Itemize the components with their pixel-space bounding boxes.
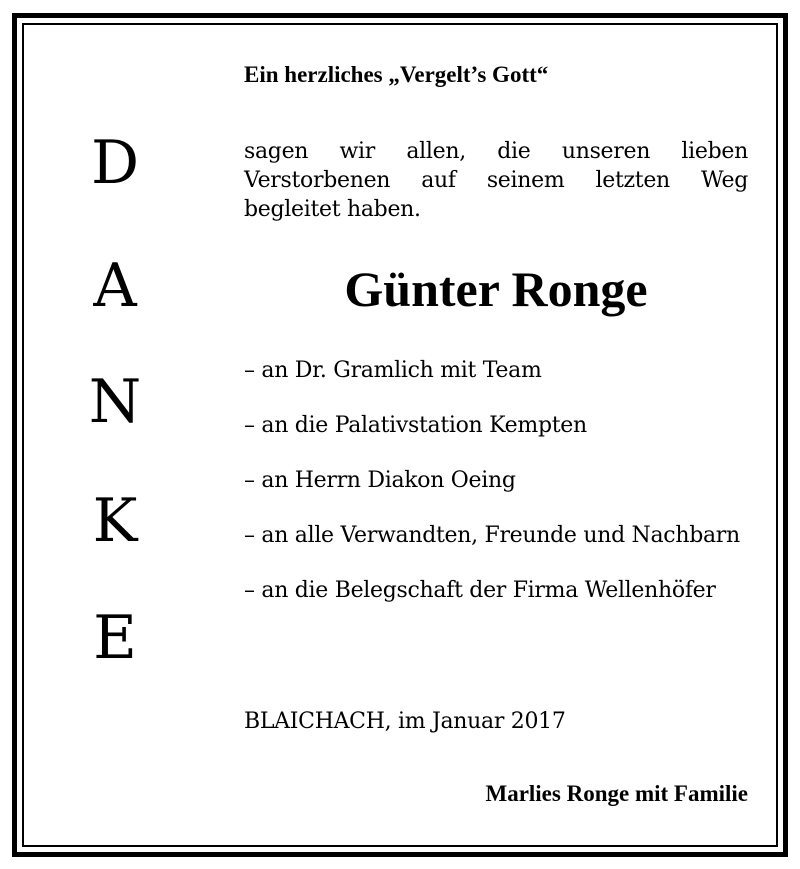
intro-text: sagen wir allen, die unseren lieben Verstorbenen auf seinem letzten Weg begleitet haben. — [244, 139, 748, 222]
heading: Ein herzliches „Vergelt’s Gott“ — [244, 62, 549, 87]
place-date: BLAICHACH, im Januar 2017 — [244, 709, 566, 734]
danke-letter-d: D — [90, 128, 140, 198]
thanks-item: – an die Palativstation Kempten — [244, 413, 587, 438]
thanks-list — [244, 357, 748, 632]
thanks-item: – an alle Verwandten, Freunde und Nachbarn — [244, 523, 740, 548]
signature: Marlies Ronge mit Familie — [485, 781, 748, 806]
danke-letter-e: E — [93, 603, 137, 673]
danke-letter-a: A — [93, 251, 137, 321]
danke-letter-k: K — [92, 486, 138, 556]
thanks-item: – an Herrn Diakon Oeing — [244, 468, 516, 493]
danke-letter-n: N — [88, 367, 142, 437]
deceased-name: Günter Ronge — [344, 261, 648, 317]
thanks-item: – an die Belegschaft der Firma Wellenhöfer — [244, 578, 716, 603]
thanks-item: – an Dr. Gramlich mit Team — [244, 358, 542, 383]
